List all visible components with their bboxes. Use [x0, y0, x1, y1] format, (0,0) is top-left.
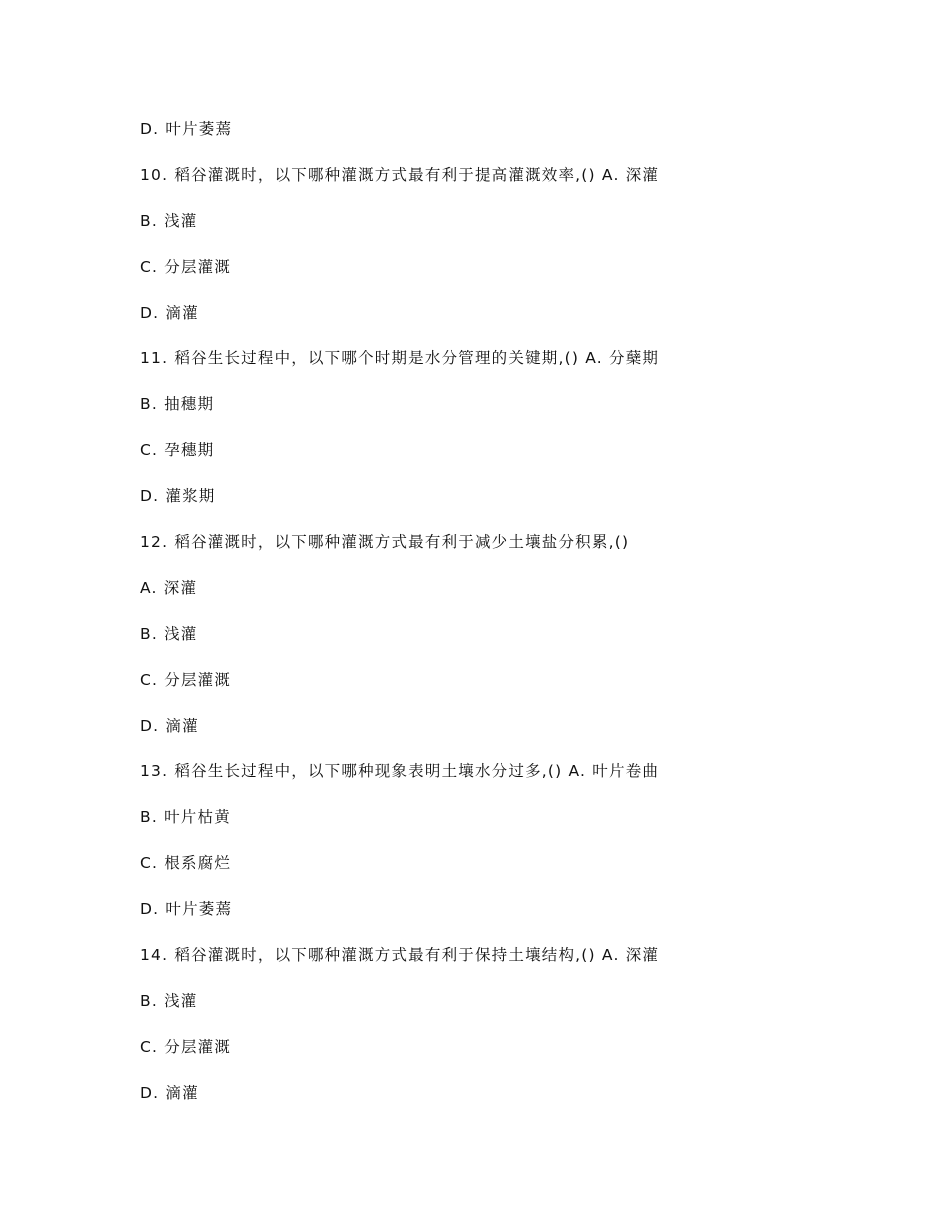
question-line: 13. 稻谷生长过程中，以下哪种现象表明土壤水分过多,() A. 叶片卷曲 — [140, 762, 660, 781]
question-line: 14. 稻谷灌溉时，以下哪种灌溉方式最有利于保持土壤结构,() A. 深灌 — [140, 946, 660, 965]
option-line: B. 叶片枯黄 — [140, 808, 231, 827]
option-line: D. 叶片萎蔫 — [140, 900, 233, 919]
option-line: D. 叶片萎蔫 — [140, 120, 233, 138]
option-line: D. 滴灌 — [140, 303, 199, 322]
question-list — [140, 118, 860, 1128]
option-line: A. 深灌 — [140, 578, 198, 597]
question-line: 10. 稻谷灌溉时，以下哪种灌溉方式最有利于提高灌溉效率,() A. 深灌 — [140, 165, 660, 184]
option-line: C. 分层灌溉 — [140, 670, 232, 689]
option-line: D. 滴灌 — [140, 716, 199, 735]
question-line: 12. 稻谷灌溉时，以下哪种灌溉方式最有利于减少土壤盐分积累,() — [140, 533, 630, 552]
option-line: C. 孕穗期 — [140, 441, 215, 460]
question-line: 11. 稻谷生长过程中，以下哪个时期是水分管理的关键期,() A. 分蘖期 — [140, 349, 660, 368]
option-line: C. 根系腐烂 — [140, 854, 232, 873]
option-line: B. 浅灌 — [140, 624, 198, 643]
option-line: C. 分层灌溉 — [140, 257, 232, 276]
option-line: D. 滴灌 — [140, 1083, 199, 1102]
option-line: B. 浅灌 — [140, 991, 198, 1010]
option-line: B. 浅灌 — [140, 211, 198, 230]
option-line: D. 灌浆期 — [140, 487, 216, 506]
option-line: C. 分层灌溉 — [140, 1037, 232, 1056]
option-line: B. 抽穗期 — [140, 395, 215, 414]
